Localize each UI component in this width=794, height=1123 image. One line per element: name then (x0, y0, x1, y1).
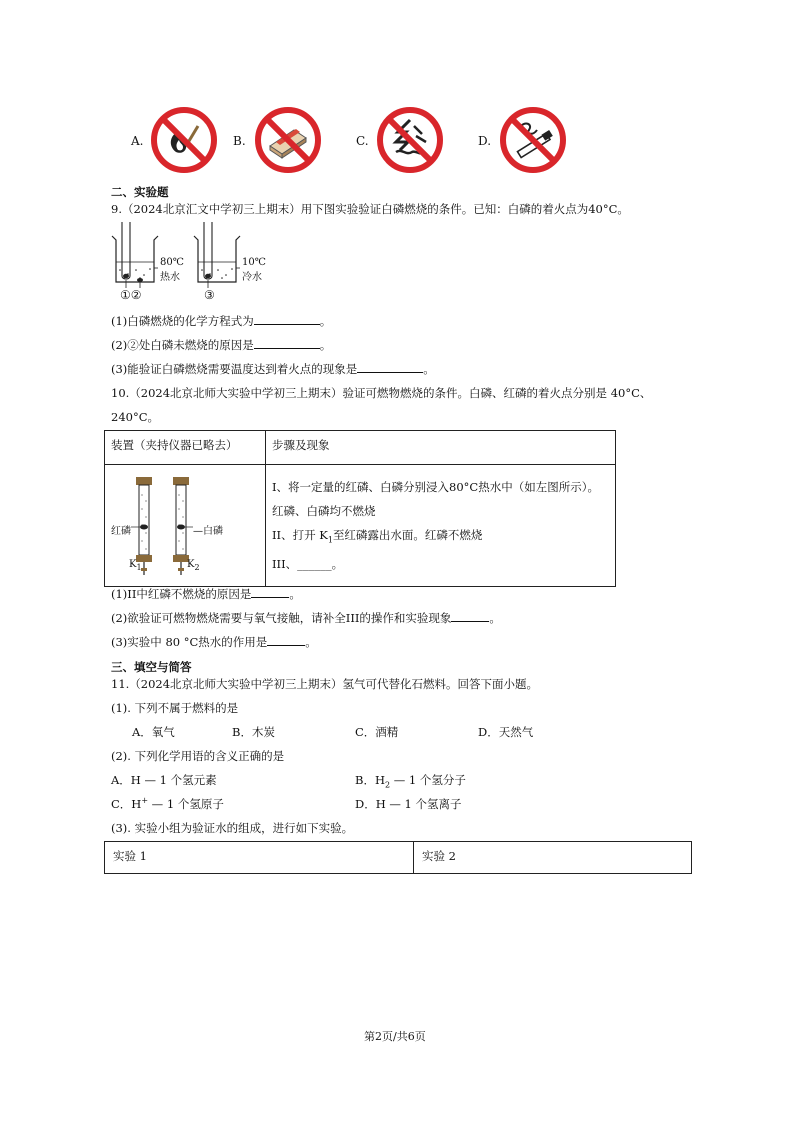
q9-sub1-text: (1)白磷燃烧的化学方程式为 (111, 314, 254, 328)
q9-beaker2-marks: ③ (204, 288, 215, 302)
q10-head-left: 装置（夹持仪器已略去） (105, 431, 266, 465)
q10-apparatus-cell (105, 465, 266, 587)
no-fire-icon (150, 106, 218, 174)
q11-part3: (3). 实验小组为验证水的组成，进行如下实验。 (111, 821, 354, 835)
no-matches-icon (254, 106, 322, 174)
q11-p2-option-d[interactable]: D．H — 1 个氢离子 (355, 797, 462, 811)
q11-experiment-1: 实验 1 (105, 842, 414, 874)
q10-label-red-phosphorus: 红磷 (111, 526, 131, 537)
q9-beaker2-water: 冷水 (242, 272, 262, 283)
q10-sub3-text: (3)实验中 80 °C热水的作用是 (111, 635, 268, 649)
q11-stem: 11.（2024北京北师大实验中学初三上期末）氢气可代替化石燃料。回答下面小题。 (111, 677, 539, 691)
q10-sub3-end: 。 (305, 635, 317, 649)
q11-part1: (1). 下列不属于燃料的是 (111, 701, 239, 715)
q10-steps-cell (266, 465, 616, 587)
q9-beaker1-temp: 80℃ (160, 257, 184, 268)
q10-sub3-blank[interactable] (267, 635, 305, 646)
q9-beaker1-marks: ①② (120, 288, 142, 302)
q10-sub1-blank[interactable] (251, 587, 289, 598)
q10-sub2-blank[interactable] (451, 611, 489, 622)
q10-sub3 (111, 634, 317, 650)
q11-p1-option-d[interactable]: D．天然气 (478, 725, 534, 739)
q9-sub2-text: (2)②处白磷未燃烧的原因是 (111, 338, 254, 352)
q10-step2: II、打开 $K_1$至红磷露出水面。红磷不燃烧 (272, 528, 483, 545)
q9-sub3-end: 。 (423, 362, 435, 376)
q11-p1-option-c[interactable]: C．酒精 (355, 725, 399, 739)
option-d-label: D. (478, 134, 492, 148)
q10-sub1-end: 。 (289, 587, 301, 601)
q10-head-right: 步骤及现象 (266, 431, 616, 465)
no-smoking-icon (499, 106, 567, 174)
q9-sub3-text: (3)能验证白磷燃烧需要温度达到着火点的现象是 (111, 362, 358, 376)
q9-sub3-blank[interactable] (357, 362, 423, 373)
q10-table (104, 430, 616, 587)
section-2-title: 二、实验题 (111, 185, 169, 199)
q9-beaker1-water: 热水 (160, 272, 180, 283)
option-a-label: A. (131, 134, 144, 148)
q10-step1-line1: I、将一定量的红磷、白磷分别浸入80°C热水中（如左图所示）。 (272, 480, 599, 494)
q9-sub1-blank[interactable] (254, 314, 320, 325)
q9-sub1 (111, 313, 331, 329)
q10-label-k2: $K_2$ (187, 559, 200, 572)
q11-p1-option-b[interactable]: B．木炭 (232, 725, 275, 739)
q11-p1-option-a[interactable]: A．氧气 (132, 725, 175, 739)
q11-p2-option-b[interactable]: B．$H_2$ — 1 个氢分子 (355, 773, 466, 790)
q10-sub2-text: (2)欲验证可燃物燃烧需要与氧气接触，请补全III的操作和实验现象 (111, 611, 452, 625)
option-b-label: B. (233, 134, 246, 148)
section-3-title: 三、填空与简答 (111, 660, 192, 674)
q10-step1-line2: 红磷、白磷均不燃烧 (272, 504, 376, 518)
q11-experiment-2: 实验 2 (414, 842, 692, 874)
q10-stem-line1: 10.（2024北京北师大实验中学初三上期末）验证可燃物燃烧的条件。白磷、红磷的着火点分别是 40°C、 (111, 386, 652, 400)
q10-step3: III、______。 (272, 557, 344, 572)
no-fireworks-icon (376, 106, 444, 174)
q11-p2-option-c[interactable]: C．H+ — 1 个氢原子 (111, 796, 224, 811)
q10-sub2-end: 。 (489, 611, 501, 625)
q9-sub2-end: 。 (319, 338, 332, 352)
option-c-label: C. (356, 134, 369, 148)
q11-experiment-table (104, 841, 692, 874)
q10-sub1-text: (1)II中红磷不燃烧的原因是 (111, 587, 252, 601)
q9-stem: 9.（2024北京汇文中学初三上期末）用下图实验验证白磷燃烧的条件。已知：白磷的着火点为40°C。 (111, 202, 629, 216)
q9-sub2 (111, 337, 331, 353)
q10-stem-line2: 240°C。 (111, 410, 159, 424)
q10-label-k1: $K_1$ (129, 559, 142, 572)
q9-sub1-end: 。 (319, 314, 332, 328)
page-footer: 第2页/共6页 (364, 1030, 426, 1043)
q10-label-white-phosphorus: —白磷 (193, 526, 223, 537)
q9-sub2-blank[interactable] (254, 338, 320, 349)
q10-sub1 (111, 586, 301, 602)
q9-sub3 (111, 361, 435, 377)
q9-beaker2-temp: 10℃ (242, 257, 266, 268)
q11-p2-option-a[interactable]: A．H — 1 个氢元素 (111, 773, 217, 787)
q11-part2: (2). 下列化学用语的含义正确的是 (111, 749, 285, 763)
q10-sub2 (111, 610, 501, 626)
